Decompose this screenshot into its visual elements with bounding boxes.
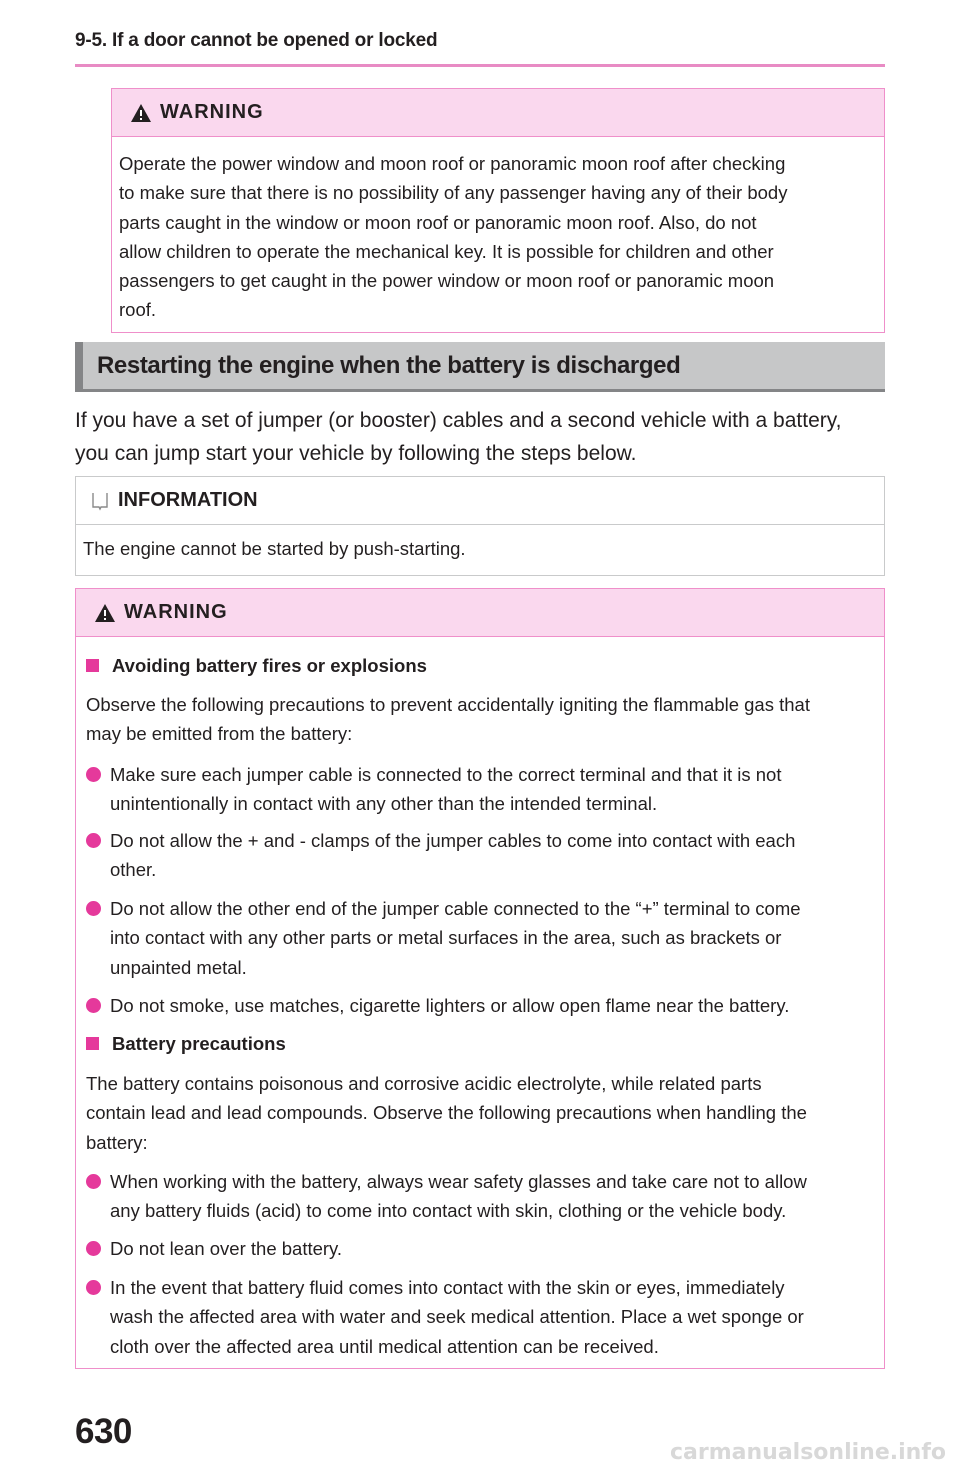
pink-circle-bullet bbox=[86, 901, 101, 916]
text-line: Operate the power window and moon roof or panoramic moon roof after checking bbox=[119, 153, 786, 174]
text-line: If you have a set of jumper (or booster) cables and a second vehicle with a battery, bbox=[75, 409, 842, 432]
subheading-battery-precautions bbox=[86, 1029, 286, 1058]
pink-circle-bullet bbox=[86, 1174, 101, 1189]
text-line: Observe the following precautions to prevent accidentally igniting the flammable gas that bbox=[86, 694, 810, 715]
text-line: any battery fluids (acid) to come into contact with skin, clothing or the vehicle body. bbox=[110, 1200, 787, 1222]
text-line: contain lead and lead compounds. Observe the following precautions when handling the bbox=[86, 1102, 807, 1124]
pink-square-marker bbox=[86, 1037, 99, 1050]
paragraph-precautions-intro bbox=[86, 690, 876, 749]
information-box bbox=[75, 476, 885, 576]
text-line: into contact with any other parts or metal surfaces in the area, such as brackets or bbox=[110, 927, 782, 949]
text-line: battery: bbox=[86, 1131, 148, 1153]
watermark: carmanualsonline.info bbox=[670, 1440, 946, 1465]
pink-circle-bullet bbox=[86, 998, 101, 1013]
warning-box-power-window bbox=[111, 88, 885, 333]
warning-box-battery bbox=[75, 588, 885, 1369]
text-line: The battery contains poisonous and corrosive acidic electrolyte, while related parts bbox=[86, 1073, 762, 1094]
text-line: Do not allow the + and - clamps of the jumper cables to come into contact with each bbox=[110, 830, 796, 851]
text-line: unpainted metal. bbox=[110, 956, 247, 978]
pink-circle-bullet bbox=[86, 767, 101, 782]
information-book-icon bbox=[90, 491, 110, 511]
warning-label: WARNING bbox=[124, 601, 228, 623]
text-line: Do not smoke, use matches, cigarette lighters or allow open flame near the battery. bbox=[110, 995, 790, 1016]
header-rule bbox=[75, 64, 885, 67]
pink-circle-bullet bbox=[86, 1280, 101, 1295]
text-line: may be emitted from the battery: bbox=[86, 723, 353, 745]
pink-circle-bullet bbox=[86, 1241, 101, 1256]
text-line: parts caught in the window or moon roof or panoramic moon roof. Also, do not bbox=[119, 211, 757, 233]
information-header bbox=[76, 477, 884, 525]
text-line: to make sure that there is no possibility of any passenger having any of their body bbox=[119, 182, 788, 204]
subheading-text: Avoiding battery fires or explosions bbox=[112, 655, 427, 676]
text-line: Make sure each jumper cable is connected to the correct terminal and that it is not bbox=[110, 764, 782, 785]
page-section-title: 9-5. If a door cannot be opened or locked bbox=[75, 30, 438, 51]
warning-text bbox=[119, 149, 879, 325]
text-line: In the event that battery fluid comes into contact with the skin or eyes, immediately bbox=[110, 1277, 785, 1298]
page-number: 630 bbox=[75, 1412, 132, 1451]
text-line: other. bbox=[110, 859, 157, 881]
information-text: The engine cannot be started by push-starting. bbox=[83, 538, 466, 559]
pink-square-marker bbox=[86, 659, 99, 672]
text-line: cloth over the affected area until medical attention can be received. bbox=[110, 1335, 659, 1357]
warning-header bbox=[112, 89, 884, 137]
intro-paragraph bbox=[75, 404, 890, 470]
text-line: roof. bbox=[119, 299, 157, 321]
warning-triangle-icon bbox=[94, 603, 116, 623]
warning-triangle-icon bbox=[130, 103, 152, 123]
text-line: When working with the battery, always wear safety glasses and take care not to allow bbox=[110, 1171, 807, 1192]
text-line: Do not allow the other end of the jumper cable connected to the “+” terminal to come bbox=[110, 898, 801, 919]
text-line: passengers to get caught in the power window or moon roof or panoramic moon bbox=[119, 270, 775, 292]
subheading-text: Battery precautions bbox=[112, 1033, 286, 1054]
section-heading: Restarting the engine when the battery is discharged bbox=[75, 342, 885, 392]
text-line: Do not lean over the battery. bbox=[110, 1238, 343, 1259]
subheading-fires-explosions bbox=[86, 651, 427, 680]
information-label: INFORMATION bbox=[118, 489, 258, 511]
text-line: you can jump start your vehicle by following the steps below. bbox=[75, 442, 637, 465]
warning-header bbox=[76, 589, 884, 637]
text-line: unintentionally in contact with any other than the intended terminal. bbox=[110, 793, 658, 815]
pink-circle-bullet bbox=[86, 833, 101, 848]
warning-label: WARNING bbox=[160, 101, 264, 123]
paragraph-battery-contents bbox=[86, 1069, 876, 1157]
text-line: wash the affected area with water and seek medical attention. Place a wet sponge or bbox=[110, 1306, 804, 1328]
text-line: allow children to operate the mechanical key. It is possible for children and other bbox=[119, 240, 774, 262]
